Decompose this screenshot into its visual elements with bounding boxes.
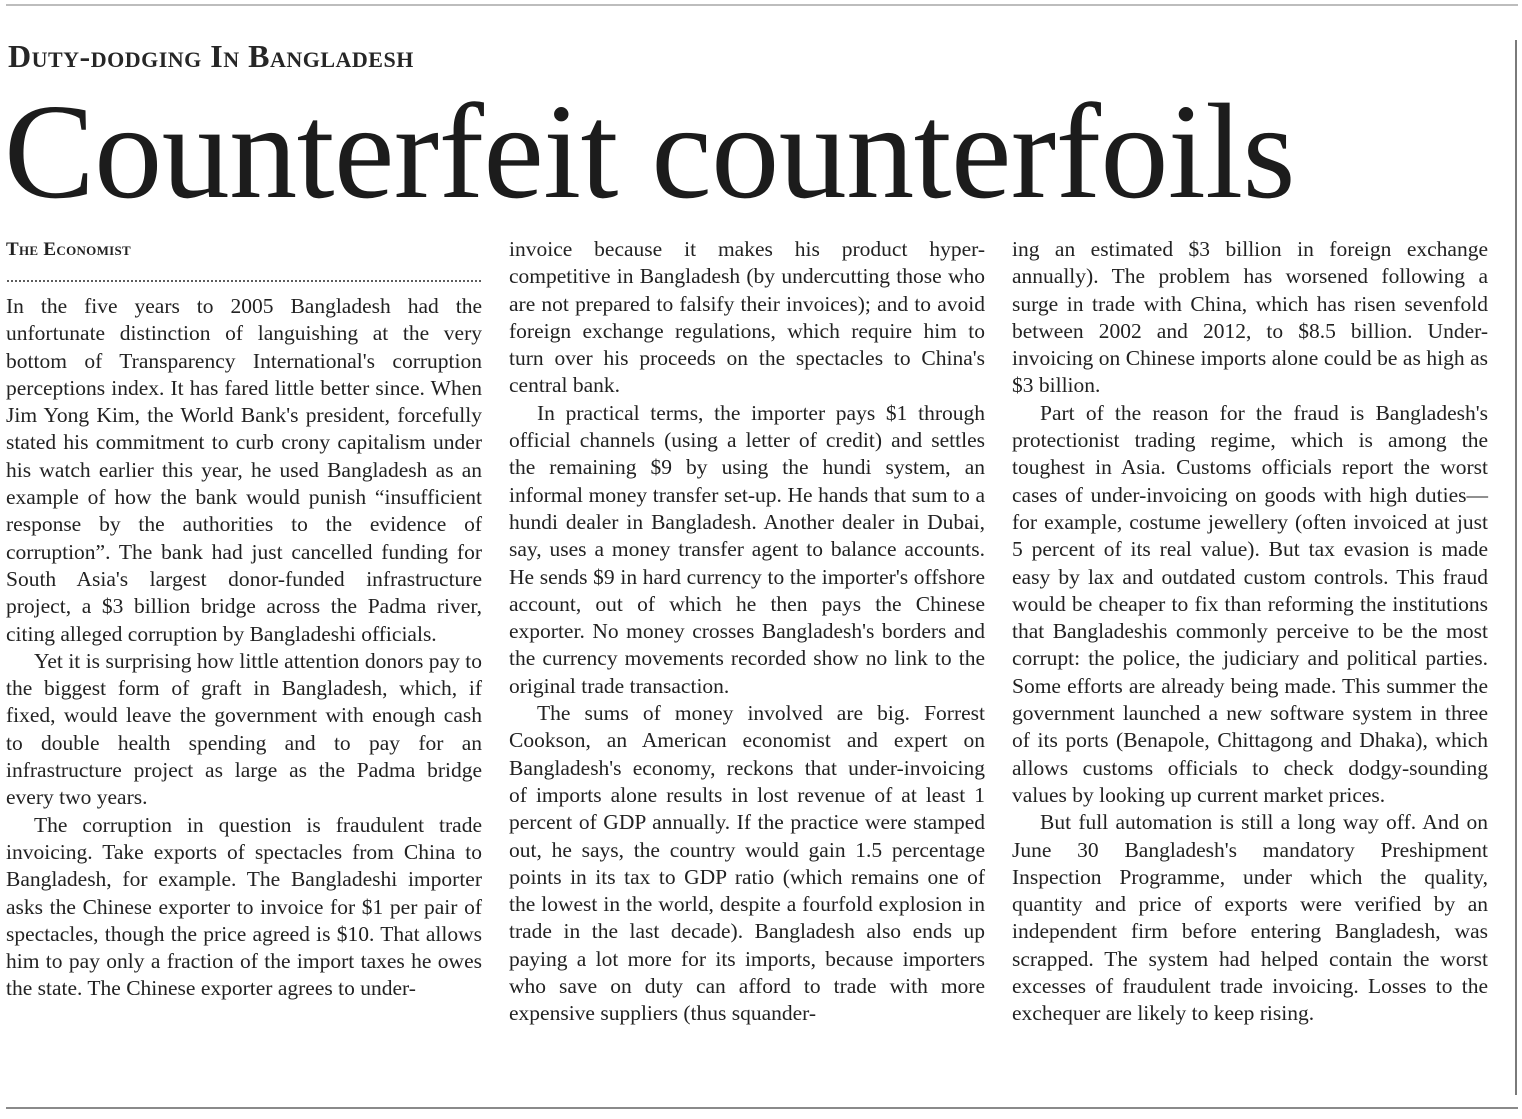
paragraph: The corruption in question is fraudulent trade invoicing. Take exports of spectacles from China to Bangladesh, for example. The Bangladeshi importer asks the Chinese exporter to invoice for $1 per pair of spectacles, though the price agreed is $10. That allows him to pay only a fraction of the import taxes he owes the state. The Chinese exporter agrees to under- <box>6 812 482 1001</box>
column-2 <box>509 236 985 1028</box>
dotted-divider <box>6 280 482 282</box>
headline: Counterfeit counterfoils <box>4 77 1295 227</box>
paragraph: In practical terms, the importer pays $1 through official channels (using a letter of credit) and settles the remaining $9 by using the hundi system, an informal money transfer set-up. He hands that sum to a hundi dealer in Bangladesh. Another dealer in Dubai, say, uses a money transfer agent to balance accounts. He sends $9 in hard currency to the importer's offshore account, out of which he then pays the Chinese exporter. No money crosses Bangladesh's borders and the currency movements recorded show no link to the original trade transaction. <box>509 400 985 698</box>
column-3 <box>1012 236 1488 1028</box>
paragraph: ing an estimated $3 billion in foreign exchange annually). The problem has worsened following a surge in trade with China, which has risen sevenfold between 2002 and 2012, to $8.5 billion. Under-invoicing on Chinese imports alone could be as high as $3 billion. <box>1012 237 1488 398</box>
top-rule <box>6 4 1518 6</box>
column-1 <box>6 236 482 1003</box>
byline: The Economist <box>6 239 132 260</box>
paragraph: Yet it is surprising how little attention donors pay to the biggest form of graft in Bangladesh, which, if fixed, would leave the government with enough cash to double health spending and to pay for an infrastructure project as large as the Padma bridge every two years. <box>6 648 482 810</box>
paragraph: In the five years to 2005 Bangladesh had the unfortunate distinction of languishing at the very bottom of Transparency International's corruption perceptions index. It has fared little better since. When Jim Yong Kim, the World Bank's president, forcefully stated his commitment to curb crony capitalism under his watch earlier this year, he used Bangladesh as an example of how the bank would punish “insufficient response by the authorities to the evidence of corruption”. The bank had just cancelled funding for South Asia's largest donor-funded infrastructure project, a $3 billion bridge across the Padma river, citing alleged corruption by Bangladeshi officials. <box>6 294 482 646</box>
paragraph: But full automation is still a long way off. And on June 30 Bangladesh's mandatory Preshipment Inspection Programme, under which the quality, quantity and price of exports were verified by an independent firm before entering Bangladesh, was scrapped. The system had helped contain the worst excesses of fraudulent trade invoicing. Losses to the exchequer are likely to keep rising. <box>1012 810 1488 1026</box>
paragraph: The sums of money involved are big. Forrest Cookson, an American economist and expert on Bangladesh's economy, reckons that under-invoicing of imports alone results in lost revenue of at least 1 percent of GDP annually. If the practice were stamped out, he says, the country would gain 1.5 percentage points in its tax to GDP ratio (which remains one of the lowest in the world, despite a fourfold explosion in trade in the last decade). Bangladesh also ends up paying a lot more for its imports, because importers who save on duty can afford to trade with more expensive suppliers (thus squander- <box>509 701 985 1026</box>
bottom-rule <box>6 1107 1518 1109</box>
paragraph: Part of the reason for the fraud is Bangladesh's protectionist trading regime, which is among the toughest in Asia. Customs officials report the worst cases of under-invoicing on goods with high duties—for example, costume jewellery (often invoiced at just 5 percent of its real value). But tax evasion is made easy by lax and outdated custom controls. This fraud would be cheaper to fix than reforming the institutions that Bangladeshis commonly perceive to be the most corrupt: the police, the judiciary and political parties. Some efforts are already being made. This summer the government launched a new software system in three of its ports (Benapole, Chittagong and Dhaka), which allows customs officials to check dodgy-sounding values by looking up current market prices. <box>1012 400 1488 807</box>
paragraph: invoice because it makes his product hyper-competitive in Bangladesh (by undercutting those who are not prepared to falsify their invoices); and to avoid foreign exchange regulations, which require him to turn over his proceeds on the spectacles to China's central bank. <box>509 237 985 398</box>
right-rule <box>1515 40 1517 1095</box>
kicker: Duty-dodging In Bangladesh <box>8 38 414 74</box>
